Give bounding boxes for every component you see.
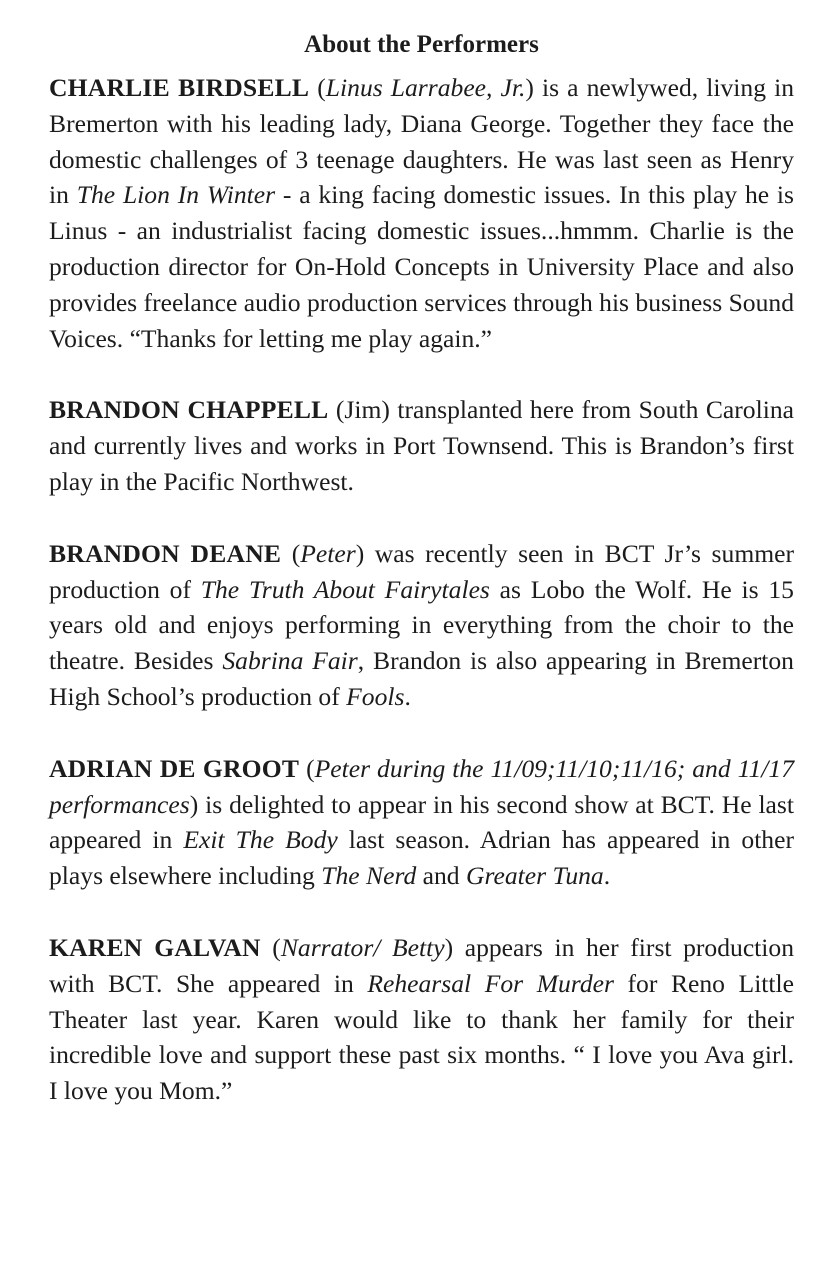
- bio-charlie-birdsell: CHARLIE BIRDSELL (Linus Larrabee, Jr.) is a newlywed, living in Bremerton with his leading lady, Diana George. Together they face the domestic challenges of 3 teenage daughters. He was last seen as Henry in The Lion In Winter - a king facing domestic issues. In this play he is Linus - an industrialist facing domestic issues...hmmm. Charlie is the production director for On-Hold Concepts in University Place and also provides freelance audio production services through his business Sound Voices. “Thanks for letting me play again.”: [49, 73, 794, 353]
- bio-text: last season. Adrian has appeared in other plays elsewhere including: [49, 825, 794, 891]
- performer-name: CHARLIE BIRDSELL: [49, 73, 310, 102]
- play-title: The Lion In Winter: [76, 180, 276, 210]
- bio-text: .: [603, 861, 611, 891]
- performer-role: Narrator/ Betty: [280, 932, 445, 962]
- bio-adrian-de-groot: ADRIAN DE GROOT (Peter during the 11/09;11/10;11/16; and 11/17 performances) is delighted to appear in his second show at BCT. He last appeared in Exit The Body last season. Adrian has appeared in other plays elsewhere including The Nerd and Greater Tuna.: [49, 753, 795, 891]
- performer-role: (Jim): [335, 395, 390, 425]
- play-title: Fools: [346, 681, 405, 711]
- bio-text: .: [404, 681, 411, 711]
- bio-karen-galvan: KAREN GALVAN (Narrator/ Betty) appears in her first production with BCT. She appeared in Rehearsal For Murder for Reno Little Theater last year. Karen would like to thank her family for their incredible love and support these past six months. “ I love you Ava girl. I love you Mom.”: [49, 932, 794, 1106]
- play-title: Exit The Body: [183, 825, 338, 855]
- play-title: The Truth About Fairytales: [200, 574, 490, 604]
- play-title: Greater Tuna: [466, 861, 604, 891]
- bio-text: is a newlywed, living in Bremerton with his leading lady, Diana George. Together they face the domestic challenges of 3 teenage daughters. He was last seen as Henry in: [49, 73, 794, 210]
- performer-role: Peter during the 11/09;11/10;11/16; and 11/17 performances: [49, 753, 795, 819]
- bio-text: , Brandon is also appearing in Bremerton High School’s production of: [49, 646, 794, 711]
- bio-text: - a king facing domestic issues. In this play he is Linus - an industrialist facing domestic issues...hmmm. Charlie is the production director for On-Hold Concepts in University Place and also provides freelance audio production services through his business Sound Voices. “Thanks for letting me play again.”: [49, 180, 794, 353]
- bio-text: appears in her first production with BCT. She appeared in: [49, 932, 794, 998]
- bio-text: was recently seen in BCT Jr’s summer production of: [49, 538, 795, 604]
- performer-name: KAREN GALVAN: [49, 932, 261, 962]
- play-title: The Nerd: [321, 861, 417, 891]
- play-title: Sabrina Fair: [222, 646, 358, 676]
- bio-text: for Reno Little Theater last year. Karen would like to thank her family for their incredible love and support these past six months. “ I love you Ava girl. I love you Mom.”: [49, 968, 794, 1106]
- performer-name: ADRIAN DE GROOT: [49, 753, 300, 783]
- performer-role: Linus Larrabee, Jr.: [325, 73, 526, 102]
- bio-text: and: [416, 861, 467, 891]
- performer-name: BRANDON DEANE: [49, 538, 282, 568]
- bio-text: transplanted here from South Carolina and currently lives and works in Port Townsend. This is Brandon’s first play in the Pacific Northwest.: [49, 395, 794, 496]
- performer-name: BRANDON CHAPPELL: [49, 395, 329, 425]
- page-title: About the Performers: [304, 31, 539, 58]
- bio-brandon-deane: BRANDON DEANE (Peter) was recently seen in BCT Jr’s summer production of The Truth About Fairytales as Lobo the Wolf. He is 15 years old and enjoys performing in everything from the choir to the theatre. Besides Sabrina Fair, Brandon is also appearing in Bremerton High School’s production of Fools.: [49, 538, 795, 711]
- bio-brandon-chappell: [49, 392, 794, 499]
- bio-text: is delighted to appear in his second show at BCT. He last appeared in: [49, 789, 794, 855]
- play-title: Rehearsal For Murder: [367, 968, 614, 998]
- performer-role: Peter: [300, 538, 356, 568]
- bio-text: as Lobo the Wolf. He is 15 years old and enjoys performing in everything from the choir to the theatre. Besides: [49, 574, 794, 676]
